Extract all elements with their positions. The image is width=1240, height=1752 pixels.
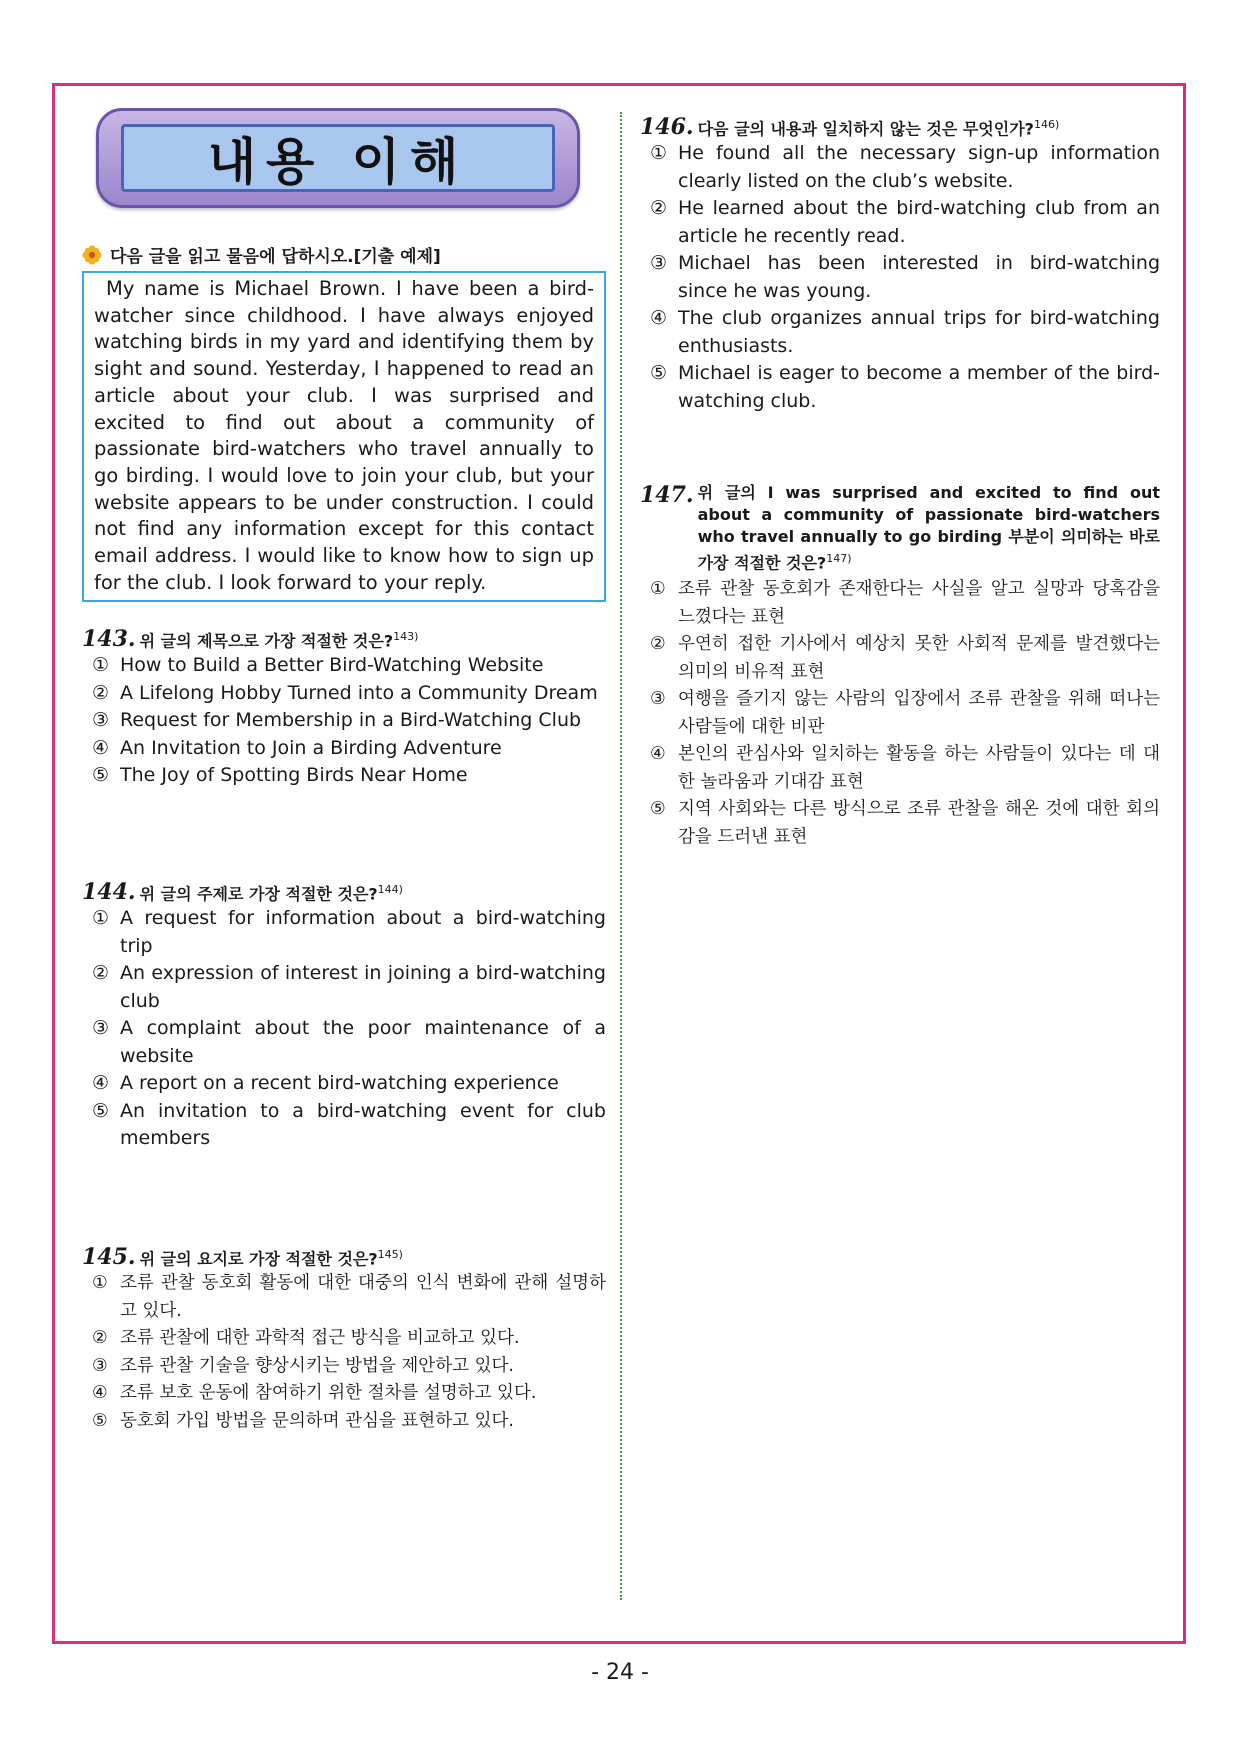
instruction	[82, 242, 441, 267]
option-4[interactable]: ④ A report on a recent bird-watching experience	[92, 1072, 559, 1095]
question-prompt: 위 글의 I was surprised and excited to find out about a community of passionate bird-watchers who travel annually to go birding 부분이 의미하는 바로 가장 적절한 것은?	[697, 483, 1160, 573]
instruction-text: 다음 글을 읽고 물음에 답하시오.[기출 예제]	[110, 247, 441, 267]
option-5[interactable]: ⑤ The Joy of Spotting Birds Near Home	[92, 764, 468, 787]
option-2[interactable]: ② An expression of interest in joining a bird-watching club	[92, 962, 606, 1012]
question-prompt: 다음 글의 내용과 일치하지 않는 것은 무엇인가?	[697, 119, 1034, 139]
question-number: 147.	[640, 482, 694, 508]
column-divider	[620, 112, 622, 1600]
option-list	[650, 140, 1160, 415]
question-number: 146.	[640, 114, 694, 141]
option-5[interactable]: ⑤ 동호회 가입 방법을 문의하며 관심을 표현하고 있다.	[92, 1410, 514, 1431]
option-1[interactable]: ① He found all the necessary sign-up information clearly listed on the club’s website.	[650, 142, 1160, 192]
page-number: - 24 -	[591, 1660, 649, 1685]
option-4[interactable]: ④ An Invitation to Join a Birding Adventure	[92, 736, 502, 759]
question-144	[82, 879, 606, 1153]
flower-icon	[82, 245, 102, 265]
question-header	[82, 1244, 606, 1270]
option-5[interactable]: ⑤ Michael is eager to become a member of the bird-watching club.	[650, 362, 1160, 412]
question-prompt: 위 글의 제목으로 가장 적절한 것은?	[139, 631, 394, 651]
option-1[interactable]: ① A request for information about a bird-watching trip	[92, 907, 606, 957]
option-4[interactable]: ④ 조류 보호 운동에 참여하기 위한 절차를 설명하고 있다.	[92, 1383, 537, 1404]
option-4[interactable]: ④ 본인의 관심사와 일치하는 활동을 하는 사람들이 있다는 데 대한 놀라움과 기대감 표현	[650, 744, 1160, 792]
option-list	[650, 576, 1160, 851]
option-2[interactable]: ② 조류 관찰에 대한 과학적 접근 방식을 비교하고 있다.	[92, 1328, 520, 1349]
footnote-ref: 147)	[826, 552, 852, 565]
option-4[interactable]: ④ The club organizes annual trips for bird-watching enthusiasts.	[650, 307, 1160, 357]
footnote-ref: 145)	[377, 1248, 403, 1261]
option-3[interactable]: ③ 조류 관찰 기술을 향상시키는 방법을 제안하고 있다.	[92, 1355, 514, 1376]
option-1[interactable]: ① How to Build a Better Bird-Watching Website	[92, 654, 544, 677]
option-1[interactable]: ① 조류 관찰 동호회가 존재한다는 사실을 알고 실망과 당혹감을 느꼈다는 표현	[650, 579, 1160, 627]
option-1[interactable]: ① 조류 관찰 동호회 활동에 대한 대중의 인식 변화에 관해 설명하고 있다.	[92, 1273, 606, 1321]
option-3[interactable]: ③ Request for Membership in a Bird-Watching Club	[92, 709, 582, 732]
section-title-box	[121, 124, 555, 192]
question-header	[82, 879, 606, 905]
question-header	[640, 482, 1160, 574]
question-number: 143.	[82, 626, 136, 653]
option-list	[92, 652, 606, 790]
footnote-ref: 146)	[1033, 118, 1060, 131]
option-list	[92, 905, 606, 1153]
question-145	[82, 1244, 606, 1435]
question-header	[640, 114, 1160, 140]
option-2[interactable]: ② He learned about the bird-watching club from an article he recently read.	[650, 197, 1160, 247]
question-146	[640, 114, 1160, 415]
option-3[interactable]: ③ A complaint about the poor maintenance of a website	[92, 1017, 606, 1067]
question-147	[640, 482, 1160, 851]
question-number: 144.	[82, 879, 136, 906]
option-5[interactable]: ⑤ 지역 사회와는 다른 방식으로 조류 관찰을 해온 것에 대한 회의감을 드러낸 표현	[650, 799, 1160, 847]
option-list	[92, 1270, 606, 1435]
option-2[interactable]: ② 우연히 접한 기사에서 예상치 못한 사회적 문제를 발견했다는 의미의 비유적 표현	[650, 634, 1160, 682]
reading-passage: My name is Michael Brown. I have been a bird-watcher since childhood. I have always enjoyed watching birds in my yard and identifying them by sight and sound. Yesterday, I happened to read an article about your club. I was surprised and excited to find out about a community of passionate bird-watchers who travel annually to go birding. I would love to join your club, but your website appears to be under construction. I could not find any information except for this contact email address. I would like to know how to sign up for the club. I look forward to your reply.	[82, 271, 606, 602]
option-5[interactable]: ⑤ An invitation to a bird-watching event for club members	[92, 1099, 606, 1150]
question-prompt: 위 글의 요지로 가장 적절한 것은?	[139, 1249, 378, 1269]
option-2[interactable]: ② A Lifelong Hobby Turned into a Community Dream	[92, 681, 598, 704]
option-3[interactable]: ③ Michael has been interested in bird-watching since he was young.	[650, 252, 1160, 302]
question-143	[82, 626, 606, 790]
footnote-ref: 143)	[393, 630, 419, 643]
option-3[interactable]: ③ 여행을 즐기지 않는 사람의 입장에서 조류 관찰을 위해 떠나는 사람들에 대한 비판	[650, 689, 1160, 737]
section-title-badge	[96, 108, 580, 208]
footnote-ref: 144)	[377, 883, 403, 896]
question-number: 145.	[82, 1244, 136, 1271]
question-header	[82, 626, 606, 652]
section-title: 내용 이해	[207, 133, 469, 191]
question-prompt: 위 글의 주제로 가장 적절한 것은?	[139, 884, 378, 904]
